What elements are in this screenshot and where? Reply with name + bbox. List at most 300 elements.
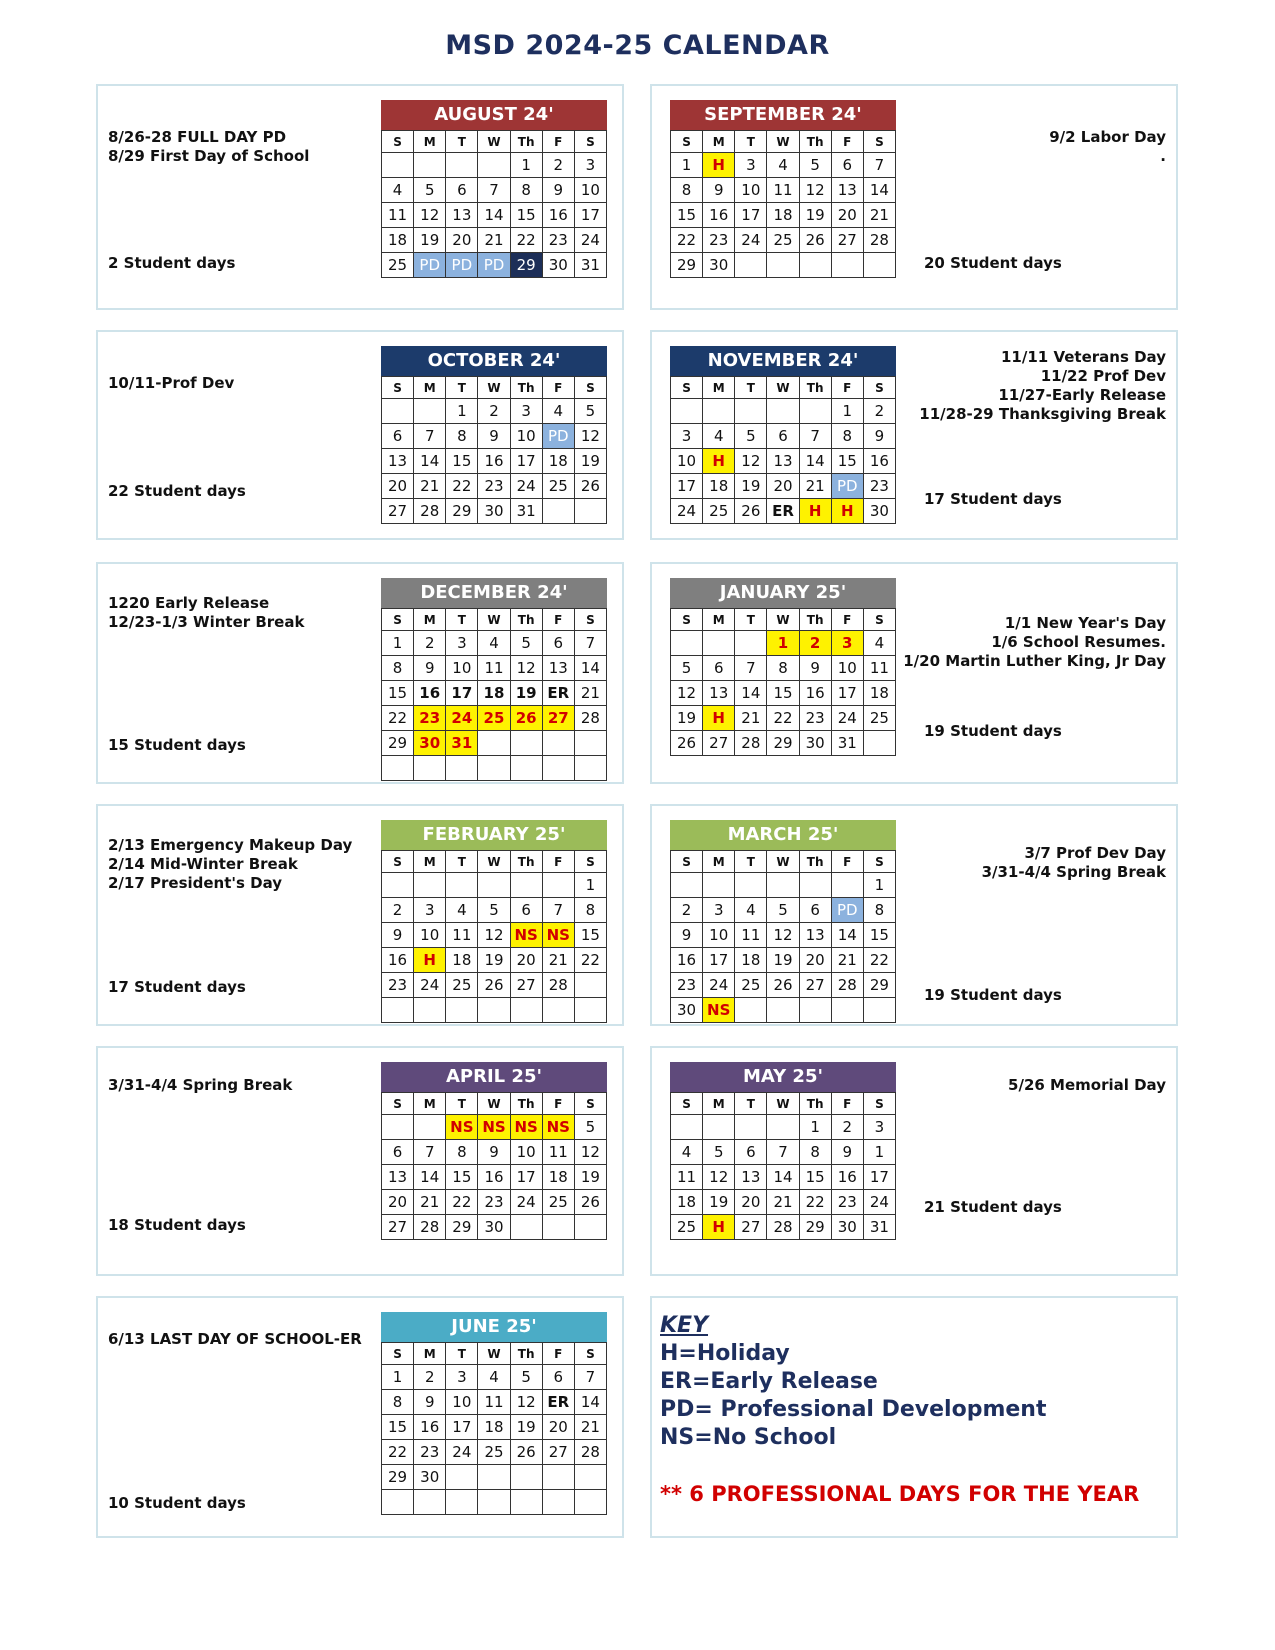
day-cell: 18 [863,681,895,706]
day-cell: 6 [382,1140,414,1165]
weekday-header: Th [510,131,542,153]
day-cell: 16 [831,1165,863,1190]
day-cell: 20 [542,1415,574,1440]
month-notes [1008,1076,1166,1095]
weekday-header: M [703,1093,735,1115]
day-cell: 15 [446,449,478,474]
day-cell: 25 [703,499,735,524]
week-row [382,1215,607,1240]
week-row [671,898,896,923]
day-cell: 11 [863,656,895,681]
weekday-header-row [382,377,607,399]
month-panel-august-24 [96,84,624,310]
student-days-count: 19 Student days [924,722,1062,740]
day-cell: PD [446,253,478,278]
week-row [671,998,896,1023]
day-cell: 27 [735,1215,767,1240]
day-cell: 29 [382,731,414,756]
day-cell: 7 [735,656,767,681]
weekday-header: F [831,131,863,153]
day-cell: 12 [510,1390,542,1415]
week-row [382,656,607,681]
week-row [382,1490,607,1515]
day-cell: ER [542,1390,574,1415]
day-cell: H [703,706,735,731]
day-cell: 23 [414,706,446,731]
day-cell [542,499,574,524]
day-cell: 13 [703,681,735,706]
day-cell: 25 [671,1215,703,1240]
note-line: 3/31-4/4 Spring Break [981,863,1166,881]
day-cell: 3 [414,898,446,923]
day-cell: 22 [863,948,895,973]
week-row [382,873,607,898]
weekday-header: F [542,131,574,153]
day-cell: 28 [863,228,895,253]
weekday-header: W [478,377,510,399]
day-cell: 3 [703,898,735,923]
day-cell [767,998,799,1023]
day-cell: 4 [671,1140,703,1165]
day-cell [478,873,510,898]
weekday-header: W [478,609,510,631]
day-cell: 27 [542,1440,574,1465]
note-line: 12/23-1/3 Winter Break [108,613,305,631]
day-cell: 29 [799,1215,831,1240]
day-cell: 13 [382,1165,414,1190]
day-cell: 28 [542,973,574,998]
day-cell: 15 [382,681,414,706]
week-row [671,923,896,948]
page-title: MSD 2024-25 CALENDAR [445,30,830,61]
day-cell: 4 [703,424,735,449]
day-cell: 6 [767,424,799,449]
day-cell: 24 [863,1190,895,1215]
day-cell: 24 [446,1440,478,1465]
day-cell: 7 [574,1365,606,1390]
key-title: KEY [660,1313,709,1338]
day-cell [735,873,767,898]
day-cell: 17 [510,449,542,474]
weekday-header: S [382,1343,414,1365]
day-cell: 24 [703,973,735,998]
day-cell: 22 [574,948,606,973]
day-cell: 30 [703,253,735,278]
day-cell [831,253,863,278]
day-cell [703,399,735,424]
day-cell: 12 [799,178,831,203]
day-cell: 16 [799,681,831,706]
month-panel-march-25 [650,804,1178,1026]
day-cell: 24 [510,1190,542,1215]
day-cell: 12 [767,923,799,948]
day-cell: 17 [510,1165,542,1190]
day-cell: PD [831,898,863,923]
day-cell: 31 [446,731,478,756]
day-cell: 15 [382,1415,414,1440]
day-cell: 4 [735,898,767,923]
day-cell: 2 [799,631,831,656]
day-cell: 1 [767,631,799,656]
weekday-header: F [831,377,863,399]
day-cell [478,756,510,781]
note-line: 3/31-4/4 Spring Break [108,1076,293,1094]
day-cell: 14 [863,178,895,203]
day-cell [382,1115,414,1140]
day-cell: 8 [382,656,414,681]
day-cell: 5 [414,178,446,203]
day-cell: 26 [767,973,799,998]
day-cell: 2 [478,399,510,424]
day-cell: 24 [510,474,542,499]
weekday-header: M [414,131,446,153]
day-cell: 30 [414,1465,446,1490]
day-cell: 20 [446,228,478,253]
student-days-count: 21 Student days [924,1198,1062,1216]
week-row [671,731,896,756]
week-row [382,228,607,253]
day-cell: 21 [799,474,831,499]
day-cell: 1 [799,1115,831,1140]
day-cell: NS [703,998,735,1023]
day-cell: 5 [767,898,799,923]
day-cell: 28 [735,731,767,756]
day-cell: 13 [735,1165,767,1190]
weekday-header-row [671,851,896,873]
day-cell: 22 [510,228,542,253]
day-cell: 18 [703,474,735,499]
note-line: 8/26-28 FULL DAY PD [108,128,287,146]
day-cell: 11 [735,923,767,948]
day-cell: 19 [703,1190,735,1215]
weekday-header: T [446,1093,478,1115]
month-calendar [381,100,607,278]
month-calendar [670,1062,896,1240]
day-cell: 13 [767,449,799,474]
day-cell: 27 [382,1215,414,1240]
day-cell: 24 [831,706,863,731]
weekday-header-row [382,131,607,153]
weekday-header-row [671,609,896,631]
day-cell [446,756,478,781]
student-days-count: 17 Student days [108,978,246,996]
day-cell: 4 [542,399,574,424]
day-cell: 2 [414,1365,446,1390]
day-cell: 4 [478,631,510,656]
week-row [382,923,607,948]
day-cell: PD [831,474,863,499]
day-cell: 8 [831,424,863,449]
day-cell: 18 [735,948,767,973]
day-cell: 9 [703,178,735,203]
week-row [671,1115,896,1140]
weekday-header: T [735,131,767,153]
day-cell: 14 [574,1390,606,1415]
weekday-header: Th [510,377,542,399]
month-header: MAY 25' [670,1062,896,1092]
weekday-header: M [414,609,446,631]
day-cell: 7 [863,153,895,178]
month-calendar [670,578,896,756]
day-cell: 9 [414,656,446,681]
week-row [671,681,896,706]
day-cell: 19 [478,948,510,973]
day-cell: 16 [478,449,510,474]
note-line: 9/2 Labor Day [1049,128,1166,146]
day-cell: 20 [735,1190,767,1215]
day-cell: 14 [478,203,510,228]
weekday-header: Th [799,131,831,153]
weekday-header: W [767,1093,799,1115]
day-cell [831,873,863,898]
day-cell: 27 [510,973,542,998]
week-row [671,948,896,973]
month-notes [919,348,1166,424]
student-days-count: 18 Student days [108,1216,246,1234]
day-cell: 21 [414,1190,446,1215]
month-notes [108,128,309,166]
week-row [382,998,607,1023]
day-cell: 15 [671,203,703,228]
day-cell: 23 [703,228,735,253]
day-cell: 26 [574,1190,606,1215]
key-entry-no-school: NS=No School [660,1425,837,1450]
day-cell [735,399,767,424]
student-days-count: 19 Student days [924,986,1062,1004]
day-cell: 27 [703,731,735,756]
day-cell [767,399,799,424]
day-cell: 16 [414,1415,446,1440]
day-cell: 6 [799,898,831,923]
day-cell: 23 [414,1440,446,1465]
day-cell: 10 [446,656,478,681]
day-cell: 15 [767,681,799,706]
day-cell: 9 [863,424,895,449]
student-days-count: 15 Student days [108,736,246,754]
weekday-header: M [703,131,735,153]
day-cell: 15 [510,203,542,228]
day-cell: 14 [414,1165,446,1190]
day-cell: 10 [735,178,767,203]
day-cell: 21 [863,203,895,228]
day-cell: 6 [510,898,542,923]
day-cell: 4 [446,898,478,923]
day-cell: 25 [446,973,478,998]
day-cell: 23 [831,1190,863,1215]
day-cell [510,873,542,898]
day-cell [414,998,446,1023]
day-cell: PD [542,424,574,449]
day-cell: 19 [510,1415,542,1440]
month-grid [670,130,896,278]
day-cell: 20 [382,1190,414,1215]
week-row [671,399,896,424]
day-cell: 7 [414,424,446,449]
day-cell: 15 [574,923,606,948]
week-row [671,631,896,656]
day-cell [703,873,735,898]
weekday-header: S [863,131,895,153]
month-panel-december-24 [96,562,624,784]
day-cell: 30 [799,731,831,756]
day-cell: 17 [446,681,478,706]
weekday-header: T [446,851,478,873]
day-cell [382,756,414,781]
day-cell: 1 [863,873,895,898]
weekday-header: M [703,377,735,399]
day-cell: 18 [671,1190,703,1215]
note-line: 1/20 Martin Luther King, Jr Day [903,652,1166,670]
day-cell: 9 [478,424,510,449]
day-cell: 5 [510,631,542,656]
day-cell: 29 [863,973,895,998]
day-cell: 5 [703,1140,735,1165]
month-notes [982,844,1166,882]
day-cell: 25 [382,253,414,278]
weekday-header: W [767,131,799,153]
weekday-header: T [446,1343,478,1365]
week-row [382,948,607,973]
day-cell: 2 [382,898,414,923]
day-cell [574,731,606,756]
day-cell: 29 [510,253,542,278]
week-row [382,1365,607,1390]
week-row [382,1390,607,1415]
weekday-header: S [382,377,414,399]
day-cell: 14 [799,449,831,474]
day-cell: 1 [574,873,606,898]
day-cell: 1 [510,153,542,178]
day-cell: 15 [831,449,863,474]
day-cell: 4 [478,1365,510,1390]
weekday-header: W [478,851,510,873]
day-cell [799,873,831,898]
month-notes [108,594,304,632]
day-cell: 22 [767,706,799,731]
month-grid [381,130,607,278]
weekday-header: Th [799,377,831,399]
day-cell: 26 [478,973,510,998]
day-cell [446,1490,478,1515]
day-cell [478,731,510,756]
day-cell: 5 [671,656,703,681]
day-cell [574,499,606,524]
day-cell: 9 [799,656,831,681]
day-cell [574,973,606,998]
week-row [382,474,607,499]
weekday-header: M [414,1093,446,1115]
weekday-header: T [446,131,478,153]
day-cell: NS [478,1115,510,1140]
day-cell: 17 [671,474,703,499]
week-row [382,1115,607,1140]
weekday-header: S [574,1093,606,1115]
note-line: 1/1 New Year's Day [1004,614,1166,632]
day-cell: 21 [767,1190,799,1215]
month-notes [1049,128,1166,166]
week-row [671,973,896,998]
day-cell: 18 [542,1165,574,1190]
day-cell: 13 [382,449,414,474]
note-line: 2/14 Mid-Winter Break [108,855,298,873]
day-cell: 24 [414,973,446,998]
week-row [382,1415,607,1440]
day-cell: 5 [574,1115,606,1140]
day-cell: 24 [735,228,767,253]
weekday-header: S [671,1093,703,1115]
month-panel-january-25 [650,562,1178,784]
month-panel-april-25 [96,1046,624,1276]
note-line: 3/7 Prof Dev Day [1024,844,1166,862]
month-panel-february-25 [96,804,624,1026]
week-row [671,424,896,449]
week-row [671,253,896,278]
weekday-header: S [574,131,606,153]
day-cell [414,1115,446,1140]
note-line: 8/29 First Day of School [108,147,310,165]
weekday-header: Th [510,851,542,873]
day-cell: 6 [382,424,414,449]
note-line: 10/11-Prof Dev [108,374,235,392]
day-cell: 25 [542,1190,574,1215]
day-cell: 30 [542,253,574,278]
day-cell: 11 [542,1140,574,1165]
day-cell: 1 [382,631,414,656]
weekday-header-row [382,1343,607,1365]
note-line: 6/13 LAST DAY OF SCHOOL-ER [108,1330,362,1348]
day-cell: 21 [574,681,606,706]
note-line: 5/26 Memorial Day [1008,1076,1166,1094]
day-cell: 8 [574,898,606,923]
student-days-count: 20 Student days [924,254,1062,272]
day-cell: NS [542,923,574,948]
day-cell: 9 [831,1140,863,1165]
day-cell [542,731,574,756]
month-panel-october-24 [96,330,624,540]
day-cell [414,756,446,781]
day-cell [478,153,510,178]
day-cell: 12 [703,1165,735,1190]
week-row [382,973,607,998]
day-cell [542,873,574,898]
day-cell: H [703,449,735,474]
day-cell: 28 [574,706,606,731]
day-cell: 26 [510,1440,542,1465]
month-notes [108,1076,292,1095]
day-cell [382,153,414,178]
day-cell: 5 [478,898,510,923]
day-cell [767,1115,799,1140]
day-cell: 13 [446,203,478,228]
day-cell [574,1465,606,1490]
week-row [382,203,607,228]
month-calendar [381,1312,607,1515]
weekday-header: F [831,1093,863,1115]
day-cell: 19 [574,1165,606,1190]
weekday-header: F [542,1093,574,1115]
day-cell: 20 [767,474,799,499]
day-cell: 22 [382,1440,414,1465]
day-cell: 23 [863,474,895,499]
day-cell: 5 [510,1365,542,1390]
day-cell: 22 [446,1190,478,1215]
note-line: 2/17 President's Day [108,874,283,892]
day-cell: 18 [478,681,510,706]
day-cell: 2 [831,1115,863,1140]
day-cell: 21 [831,948,863,973]
day-cell [414,399,446,424]
day-cell: 14 [735,681,767,706]
